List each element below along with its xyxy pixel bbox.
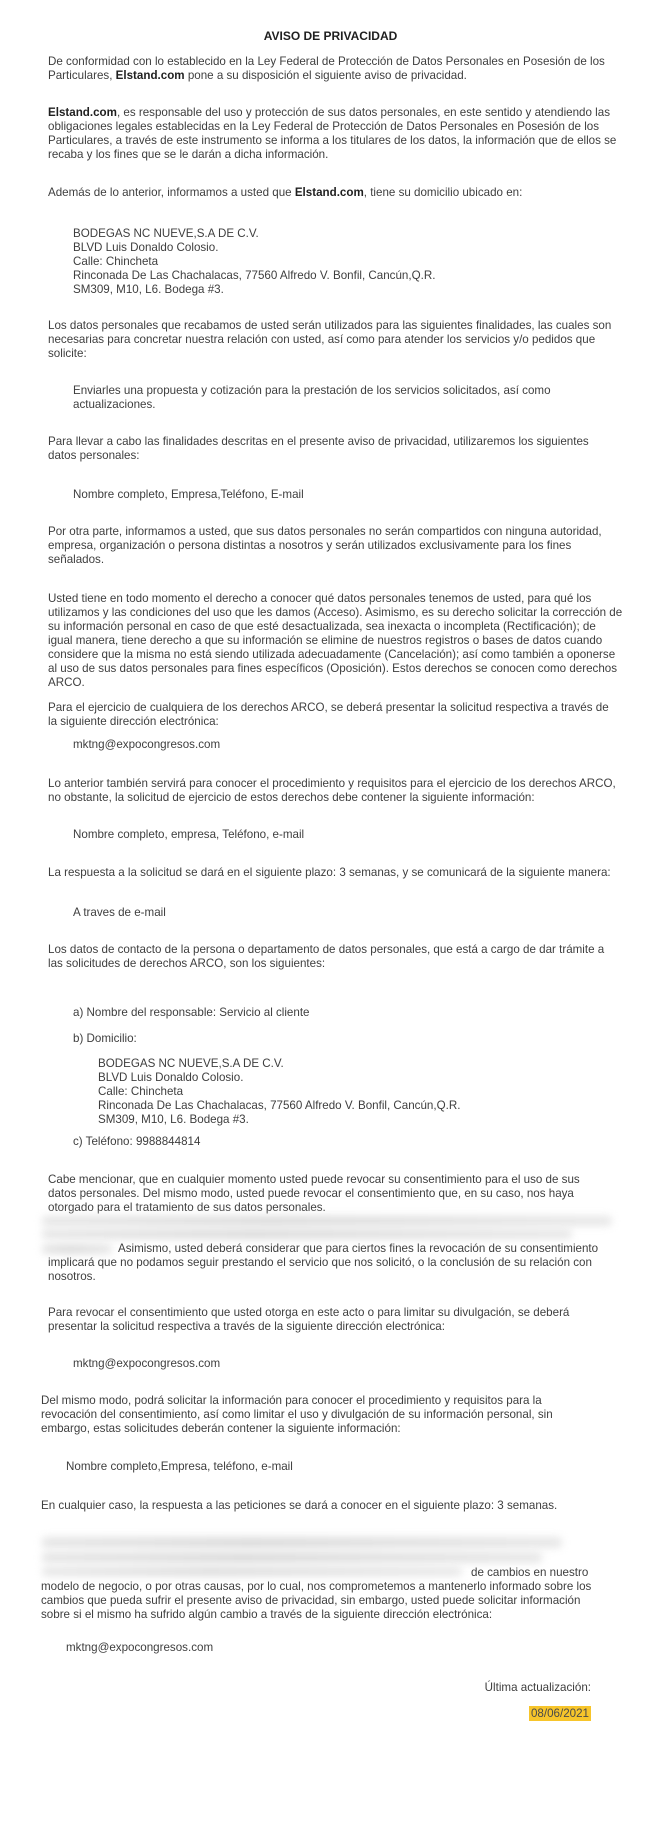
responsible-paragraph	[48, 106, 618, 162]
brand-name: Elstand.com	[48, 106, 117, 119]
purposes-paragraph: Los datos personales que recabamos de usted serán utilizados para las siguientes finalidades, las cuales son necesarias para concretar nuestra relación con usted, así como para atender los servicios y/o pedidos que solicite:	[48, 319, 612, 360]
changes-email[interactable]: mktng@expocongresos.com	[66, 1641, 214, 1654]
last-update-date: 08/06/2021	[530, 1707, 589, 1720]
address-block	[73, 227, 613, 297]
intro-paragraph	[48, 55, 618, 83]
revoke-paragraph: Cabe mencionar, que en cualquier momento usted puede revocar su consentimiento para el uso de sus datos personales. Del mismo modo, usted puede revocar el consentimiento que, en su caso, nos haya otorgado para el tratamiento de sus datos personales.	[48, 1173, 580, 1214]
contact-name: a) Nombre del responsable: Servicio al cliente	[73, 1006, 310, 1019]
response-method: A traves de e-mail	[73, 906, 166, 919]
revoke-response-paragraph: En cualquier caso, la respuesta a las peticiones se dará a conocer en el siguiente plazo: 3 semanas.	[41, 1499, 558, 1512]
address-line: Rinconada De Las Chachalacas, 77560 Alfredo V. Bonfil, Cancún,Q.R.	[98, 1099, 461, 1112]
arco-rights-paragraph: Usted tiene en todo momento el derecho a conocer qué datos personales tenemos de usted, para qué los utilizamos y las condiciones del uso que les damos (Acceso). Asimismo, es su derecho solicitar la corrección de su información personal en caso de que esté desactualizada, sea inexacta o incompleta (Rectificación); de igual manera, tiene derecho a que su información se elimine de nuestros registros o bases de datos cuando considere que la misma no está siendo utilizada adecuadamente (Cancelación); así como también a oponerse al uso de sus datos personales para fines específicos (Oposición). Estos derechos se conocen como derechos ARCO.	[48, 592, 623, 689]
contact-domicile-label: b) Domicilio:	[73, 1032, 137, 1045]
redacted-text	[42, 1216, 612, 1226]
revoke-request-paragraph: Para revocar el consentimiento que usted otorga en este acto o para limitar su divulgación, se deberá presentar la solicitud respectiva a través de la siguiente dirección electrónica:	[48, 1306, 570, 1333]
address-line: SM309, M10, L6. Bodega #3.	[73, 283, 224, 296]
revoke-email[interactable]: mktng@expocongresos.com	[73, 1357, 221, 1370]
revoke-note-first: Asimismo, usted deberá considerar que para ciertos fines la revocación de su consentimiento	[118, 1242, 599, 1255]
intro-text-end: pone a su disposición el siguiente aviso de privacidad.	[184, 69, 467, 82]
changes-first: de cambios en nuestro	[471, 1566, 589, 1579]
last-update-label: Última actualización:	[484, 1681, 591, 1694]
purpose-item: Enviarles una propuesta y cotización para la prestación de los servicios solicitados, así como actualizaciones.	[73, 384, 551, 411]
revoke-note-rest: implicará que no podamos seguir prestando el servicio que nos solicitó, o la conclusión de su relación con nosotros.	[48, 1256, 592, 1283]
sharing-paragraph: Por otra parte, informamos a usted, que sus datos personales no serán compartidos con ninguna autoridad, empresa, organización o persona distintas a nosotros y serán utilizados exclusivamente para los fines señalados.	[48, 525, 602, 566]
page-title: AVISO DE PRIVACIDAD	[263, 29, 398, 43]
redacted-text	[42, 1537, 562, 1548]
data-used-paragraph: Para llevar a cabo las finalidades descritas en el presente aviso de privacidad, utilizaremos los siguientes datos personales:	[48, 435, 589, 462]
responsible-text: , es responsable del uso y protección de sus datos personales, en este sentido y atendiendo las obligaciones legales establecidas en la Ley Federal de Protección de Datos Personales en Posesión de los Particulares, a través de este instrumento se informa a los titulares de los datos, la información que de ellos se recaba y los fines que se le darán a dicha información.	[48, 106, 617, 161]
arco-fields: Nombre completo, empresa, Teléfono, e-mail	[73, 828, 305, 841]
revoke-fields: Nombre completo,Empresa, teléfono, e-mail	[66, 1460, 293, 1473]
domicile-paragraph	[48, 186, 618, 200]
contact-paragraph: Los datos de contacto de la persona o departamento de datos personales, que está a cargo de dar trámite a las solicitudes de derechos ARCO, son los siguientes:	[48, 943, 605, 970]
redacted-text	[42, 1244, 112, 1254]
arco-request-paragraph: Para el ejercicio de cualquiera de los derechos ARCO, se deberá presentar la solicitud respectiva a través de la siguiente dirección electrónica:	[48, 701, 609, 728]
brand-name: Elstand.com	[115, 69, 185, 82]
address-line: BLVD Luis Donaldo Colosio.	[73, 241, 219, 254]
revoke-procedure-paragraph: Del mismo modo, podrá solicitar la información para conocer el procedimiento y requisitos para la revocación del consentimiento, así como limitar el uso y divulgación de su información personal, sin embargo, estas solicitudes deberán contener la siguiente información:	[41, 1394, 553, 1435]
address-line: Calle: Chincheta	[98, 1085, 184, 1098]
contact-address-block	[98, 1057, 618, 1127]
address-line: BODEGAS NC NUEVE,S.A DE C.V.	[73, 227, 259, 240]
contact-phone: c) Teléfono: 9988844814	[73, 1135, 201, 1148]
intro-text: De conformidad con lo establecido en la Ley Federal de Protección de Datos Personales en Posesión de los Particulares,	[48, 55, 605, 82]
address-line: Rinconada De Las Chachalacas, 77560 Alfredo V. Bonfil, Cancún,Q.R.	[73, 269, 436, 282]
domicile-text-end: , tiene su domicilio ubicado en:	[363, 186, 523, 199]
redacted-text	[42, 1567, 462, 1576]
arco-procedure-paragraph: Lo anterior también servirá para conocer el procedimiento y requisitos para el ejercicio de los derechos ARCO, no obstante, la solicitud de ejercicio de estos derechos debe contener la siguiente información:	[48, 777, 616, 804]
address-line: BODEGAS NC NUEVE,S.A DE C.V.	[98, 1057, 284, 1070]
address-line: Calle: Chincheta	[73, 255, 159, 268]
domicile-text: Además de lo anterior, informamos a usted que	[48, 186, 295, 199]
changes-paragraph: modelo de negocio, o por otras causas, por lo cual, nos comprometemos a mantenerlo informado sobre los cambios que pueda sufrir el presente aviso de privacidad, sin embargo, usted puede solicitar información sobre si el mismo ha sufrido algún cambio a través de la siguiente dirección electrónica:	[41, 1580, 592, 1621]
redacted-text	[42, 1552, 542, 1563]
address-line: SM309, M10, L6. Bodega #3.	[98, 1113, 249, 1126]
data-fields: Nombre completo, Empresa,Teléfono, E-mail	[73, 488, 304, 501]
response-time-paragraph: La respuesta a la solicitud se dará en el siguiente plazo: 3 semanas, y se comunicará de la siguiente manera:	[48, 866, 611, 879]
arco-email[interactable]: mktng@expocongresos.com	[73, 738, 221, 751]
brand-name: Elstand.com	[294, 186, 364, 199]
redacted-text	[42, 1229, 572, 1239]
address-line: BLVD Luis Donaldo Colosio.	[98, 1071, 244, 1084]
